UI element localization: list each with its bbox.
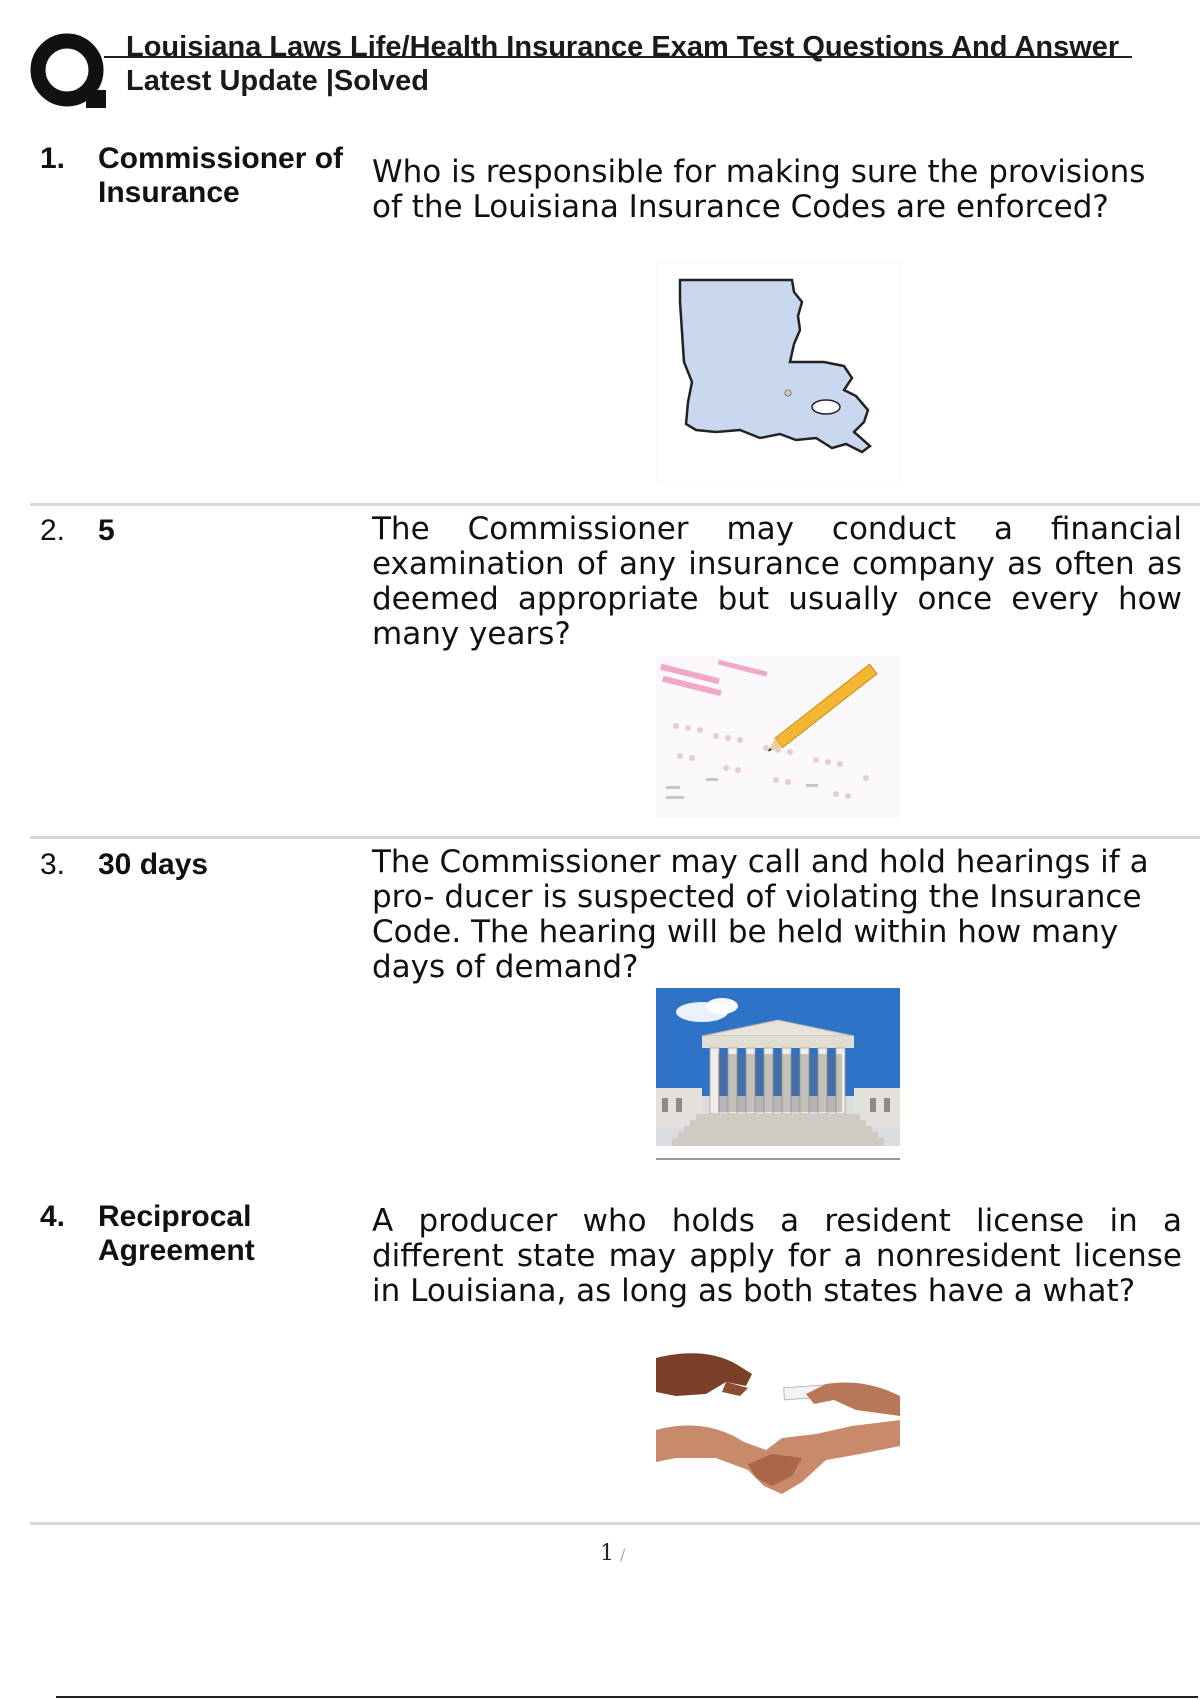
item-question: The Commissioner may call and hold hearings if a pro- ducer is suspected of violating the Insurance Code. The hearing will be held within how many days of demand? bbox=[372, 844, 1149, 985]
exam-sheet-pencil-icon bbox=[656, 656, 900, 818]
item-question: A producer who holds a resident license in a different state may apply for a nonresident license in Louisiana, as long as both states have a what? bbox=[372, 1203, 1182, 1309]
item-question: Who is responsible for making sure the provisions of the Louisiana Insurance Codes are enforced? bbox=[372, 154, 1146, 225]
page-number-value: 1 bbox=[600, 1541, 614, 1566]
footer-rule bbox=[56, 1696, 1198, 1698]
item-answer: Reciprocal Agreement bbox=[98, 1200, 255, 1267]
item-number: 1. bbox=[40, 142, 66, 175]
courthouse-icon bbox=[656, 988, 900, 1170]
handshake-icon bbox=[656, 1346, 900, 1506]
item-answer: 30 days bbox=[98, 848, 209, 881]
item-number: 3. bbox=[40, 848, 66, 881]
item-answer: 5 bbox=[98, 514, 115, 547]
louisiana-map-icon bbox=[656, 262, 900, 484]
item-question: The Commissioner may conduct a financial examination of any insurance company as often as deemed appropriate but usually once every how many years? bbox=[372, 511, 1182, 652]
page-number-separator: / bbox=[620, 1545, 626, 1564]
brand-logo-icon bbox=[30, 32, 108, 112]
section-divider bbox=[30, 1522, 1200, 1525]
section-divider bbox=[30, 836, 1200, 839]
document-title: Louisiana Laws Life/Health Insurance Exam Test Questions And Answer Latest Update |Solved bbox=[126, 31, 1120, 97]
item-answer: Commissioner of Insurance bbox=[98, 142, 344, 209]
item-number: 2. bbox=[40, 514, 66, 547]
section-divider bbox=[30, 503, 1200, 506]
page-number bbox=[600, 1541, 625, 1566]
item-number: 4. bbox=[40, 1200, 66, 1233]
